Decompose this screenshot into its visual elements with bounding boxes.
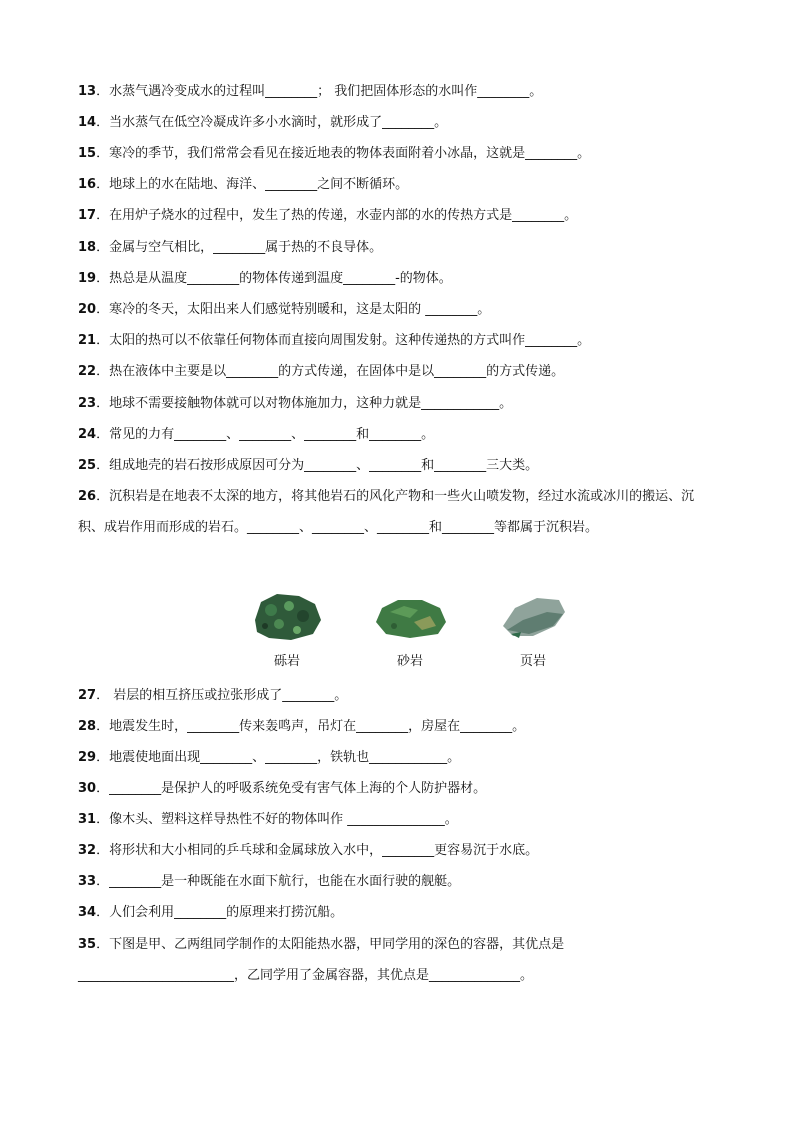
sandstone-rock-icon [370,586,450,646]
rock-shale [488,586,578,676]
question-15: 15．寒冷的季节，我们常常会看见在接近地表的物体表面附着小冰晶，这就是________。 [78,146,591,161]
rock-sandstone [365,586,455,676]
question-22: 22．热在液体中主要是以________的方式传递，在固体中是以________的方式传递。 [78,364,565,379]
question-13: 13．水蒸气遇冷变成水的过程叫________； 我们把固体形态的水叫作________。 [78,84,543,99]
question-35: 35．下图是甲、乙两组同学制作的太阳能热水器，甲同学用的深色的容器，其优点是________________________，乙同学用了金属容器，其优点是______________。 [78,937,565,983]
question-30: 30．________是保护人的呼吸系统免受有害气体上海的个人防护器材。 [78,781,487,796]
rock-label-sandstone: 砂岩 [396,654,423,669]
question-34: 34．人们会利用________的原理来打捞沉船。 [78,905,344,920]
question-20: 20．寒冷的冬天，太阳出来人们感觉特别暖和，这是太阳的 ________。 [78,302,491,317]
question-17: 17．在用炉子烧水的过程中，发生了热的传递，水壶内部的水的传热方式是________。 [78,208,578,223]
question-16: 16．地球上的水在陆地、海洋、________之间不断循环。 [78,177,409,192]
question-19: 19．热总是从温度________的物体传递到温度________-的物体。 [78,271,452,286]
rock-figure [230,586,590,676]
question-18: 18．金属与空气相比，________属于热的不良导体。 [78,240,383,255]
question-24: 24．常见的力有________、________、________和________。 [78,427,435,442]
question-25: 25．组成地壳的岩石按形成原因可分为________、________和________三大类。 [78,458,539,473]
shale-rock-icon [493,586,573,646]
question-31: 31．像木头、塑料这样导热性不好的物体叫作 _______________。 [78,812,458,827]
rock-label-conglomerate: 砾岩 [273,654,300,669]
question-33: 33．________是一种既能在水面下航行，也能在水面行驶的舰艇。 [78,874,461,889]
question-32: 32．将形状和大小相同的乒乓球和金属球放入水中，________更容易沉于水底。 [78,843,539,858]
question-14: 14．当水蒸气在低空冷凝成许多小水滴时，就形成了________。 [78,115,448,130]
question-21: 21．太阳的热可以不依靠任何物体而直接向周围发射。这种传递热的方式叫作________。 [78,333,591,348]
question-29: 29．地震使地面出现________、________，铁轨也____________。 [78,750,461,765]
question-26: 26．沉积岩是在地表不太深的地方，将其他岩石的风化产物和一些火山喷发物，经过水流或冰川的搬运、沉积、成岩作用而形成的岩石。________、________、________和________等都属于沉积岩。 [78,489,695,535]
rock-conglomerate [242,586,332,676]
question-23: 23．地球不需要接触物体就可以对物体施加力，这种力就是____________。 [78,396,513,411]
question-27: 27． 岩层的相互挤压或拉张形成了________。 [78,688,348,703]
rock-label-shale: 页岩 [519,654,546,669]
conglomerate-rock-icon [247,586,327,646]
question-28: 28．地震发生时，________传来轰鸣声，吊灯在________，房屋在________。 [78,719,526,734]
